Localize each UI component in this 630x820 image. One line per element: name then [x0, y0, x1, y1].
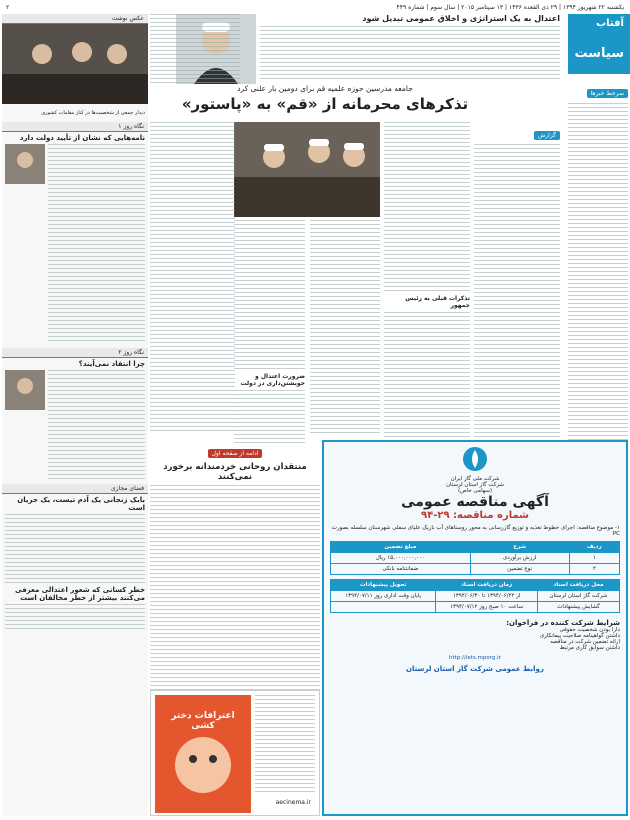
condition-item: ارائه تضمین شرکت در مناقصه [550, 639, 620, 645]
gas-company-logo [462, 446, 488, 472]
tender-number: شماره مناقصه: ۲۹-۹۴ [420, 510, 529, 521]
meeting-photo [234, 122, 380, 217]
cinema-ad-title: اعترافات دختر کشی [171, 711, 235, 731]
box2-tag: نگاه روز ۲ [2, 348, 148, 358]
box2-avatar [5, 370, 45, 410]
top-story [260, 14, 560, 84]
main-subhead: جامعه مدرسین حوزه علمیه قم برای دومین بار علنی کرد [237, 84, 413, 93]
main-article-col-5 [150, 122, 235, 434]
main-headline-block [90, 84, 560, 113]
page-date-line: یکشنبه ۲۲ شهریور ۱۳۹۴ | ۲۹ ذی القعده ۱۴۳۶ | ۱۳ سپتامبر ۲۰۱۵ | سال سوم | شماره ۴۴۹ [396, 3, 624, 11]
company-name: شرکت ملی گاز ایران شرکت گاز استان لرستان (سهامی خاص) [445, 476, 505, 494]
main-article-col-3 [310, 220, 380, 434]
tender-ad [322, 440, 628, 816]
left-column [2, 14, 148, 816]
section-title: سیاست [574, 46, 624, 61]
box4-title: خطر کسانی که شعور اعتدالی معرفی می‌کنند بیشتر از خطر مخالفان است [14, 586, 145, 602]
tender-table [330, 541, 620, 575]
table-row: شرکت گاز استان لرستان از ۱۳۹۴/۰۶/۲۲ تا ۱۳۹۴/۰۶/۳۰ پایان وقت اداری روز ۱۳۹۴/۰۷/۱۱ [331, 591, 620, 602]
tender-website[interactable]: http://iets.mporg.ir [449, 655, 501, 661]
main-subtitle-a: تذکرات قبلی به رئیس جمهور [405, 295, 470, 309]
company-logo-block [324, 446, 626, 494]
paper-logo: آفتاب [596, 18, 624, 29]
right-column-body [568, 103, 628, 463]
cinema-ad [150, 690, 320, 816]
report-tag: گزارش [534, 131, 560, 140]
continued-tag: ادامه از صفحه اول [208, 449, 263, 458]
condition-item: داشتن سوابق کاری مرتبط [559, 645, 620, 651]
main-article-col-4 [234, 220, 305, 434]
section-band [568, 14, 630, 74]
top-story-kicker: اعتدال به یک استراتژی و اخلاق عمومی تبدیل شود [362, 14, 560, 23]
box2-title: چرا انتقاد نمی‌آیند؟ [78, 360, 145, 368]
tender-title: آگهی مناقصه عمومی [401, 494, 549, 510]
tender-footer: روابط عمومی شرکت گاز استان لرستان [406, 665, 544, 673]
main-photo-area [234, 122, 380, 217]
table-row: گشایش پیشنهادات ساعت ۱۰ صبح روز ۱۳۹۴/۰۷/۱۲ [331, 602, 620, 613]
box3-title: بابک زنجانی یک آدم تیست، یک جریان است [17, 496, 145, 512]
tender-intro: ۱- موضوع مناقصه: اجرای خطوط تغذیه و توزیع گازرسانی به محور روستاهای آب باریک علیای سفلی شهرستان سلسله بصورت PC [331, 525, 620, 537]
main-headline: تذکرهای محرمانه از «قم» به «پاستور» [181, 95, 469, 113]
middle-headline: منتقدان روحانی خردمندانه برخورد نمی‌کنند [163, 462, 307, 482]
main-article-col-1 [474, 122, 560, 434]
condition-item: داشتن گواهینامه صلاحیت پیمانکاری [539, 633, 620, 639]
news-pill: سرخط خبرها [587, 89, 628, 98]
box1-title: نامه‌هایی که نشان از تأیید دولت دارد [19, 134, 145, 142]
main-article-col-2 [384, 122, 470, 434]
middle-body [150, 485, 320, 705]
table-row: ۲ نوع تضمین ضمانتنامه بانکی [331, 564, 620, 575]
left-photo-caption: دیدار جمعی از شخصیت‌ها در کنار مقامات کشوری [41, 110, 145, 116]
condition-item: دارا بودن شخصیت حقوقی [559, 627, 620, 633]
conditions-title: شرایط شرکت کننده در فراخوان: [506, 619, 620, 627]
schedule-table: محل دریافت اسناد زمان دریافت اسناد تحویل پیشنهادات شرکت گاز استان لرستان از ۱۳۹۴/۰۶/۲۲ تا ۱۳۹۴/۰۶/۳۰ پایان وقت اداری روز ۱۳۹۴/۰۷/۱۱ گشایش پیشنهادات ساعت ۱۰ صبح روز ۱۳۹۴/۰۷/۱۲ [330, 579, 620, 613]
middle-column [150, 440, 320, 690]
top-story-body [260, 26, 560, 81]
box3-tag: فضای مجازی [2, 484, 148, 494]
page-number: ۲ [6, 3, 10, 11]
cinema-ad-site[interactable]: aecinema.ir [275, 799, 311, 806]
main-subtitle-b: ضرورت اعتدال و خویشتن‌داری در دولت [240, 373, 305, 387]
box1-tag: نگاه روز ۱ [2, 122, 148, 132]
table-row: ۱ ارزش برآوردی ۱۵,۰۰۰,۰۰۰,۰۰۰ ریال [331, 553, 620, 564]
th-amount: مبلغ تضمین [331, 542, 471, 553]
box1-avatar [5, 144, 45, 184]
th-row: ردیف [569, 542, 619, 553]
photo-tag: عکس نوشت [2, 14, 148, 24]
left-photo [2, 24, 148, 104]
top-story-second-column [150, 14, 240, 84]
th-desc: شرح [470, 542, 569, 553]
right-news-column [568, 80, 628, 460]
page-header [0, 0, 630, 14]
